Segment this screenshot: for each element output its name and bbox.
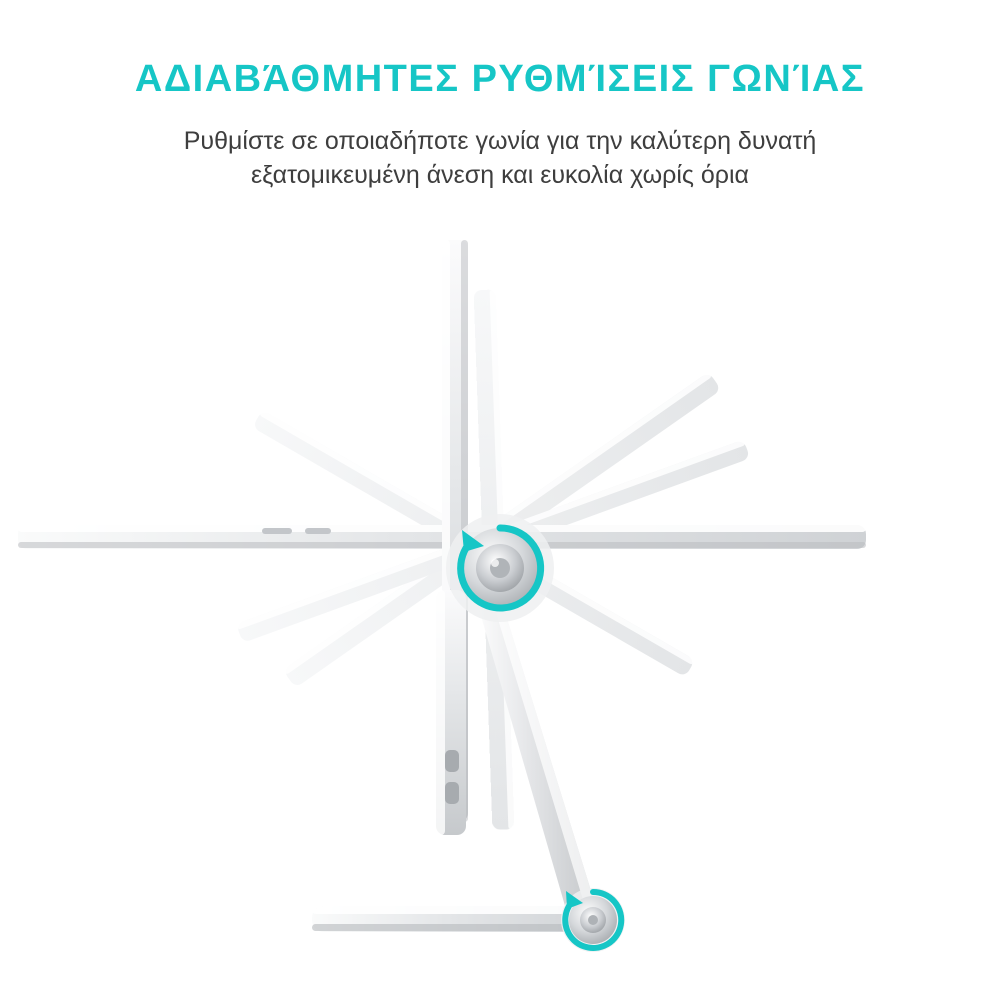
subtitle-line-1: Ρυθμίστε σε οποιαδήποτε γωνία για την καλύτερη δυνατή	[183, 126, 817, 155]
product-illustration	[0, 230, 1000, 1000]
page-title: ΑΔΙΑΒΆΘΜΗΤΕΣ ΡΥΘΜΊΣΕΙΣ ΓΩΝΊΑΣ	[134, 58, 866, 100]
usb-port-1	[445, 750, 459, 772]
text-block	[0, 58, 1000, 193]
tablet-button-volume	[262, 528, 292, 534]
subtitle-line-2: εξατομικευμένη άνεση και ευκολία χωρίς όρια	[250, 161, 749, 190]
page-subtitle	[105, 124, 895, 193]
swivel-arm	[470, 570, 600, 930]
usb-port-2	[445, 782, 459, 804]
tablet-button-power	[305, 528, 331, 534]
tablet-lower-section	[436, 590, 466, 835]
